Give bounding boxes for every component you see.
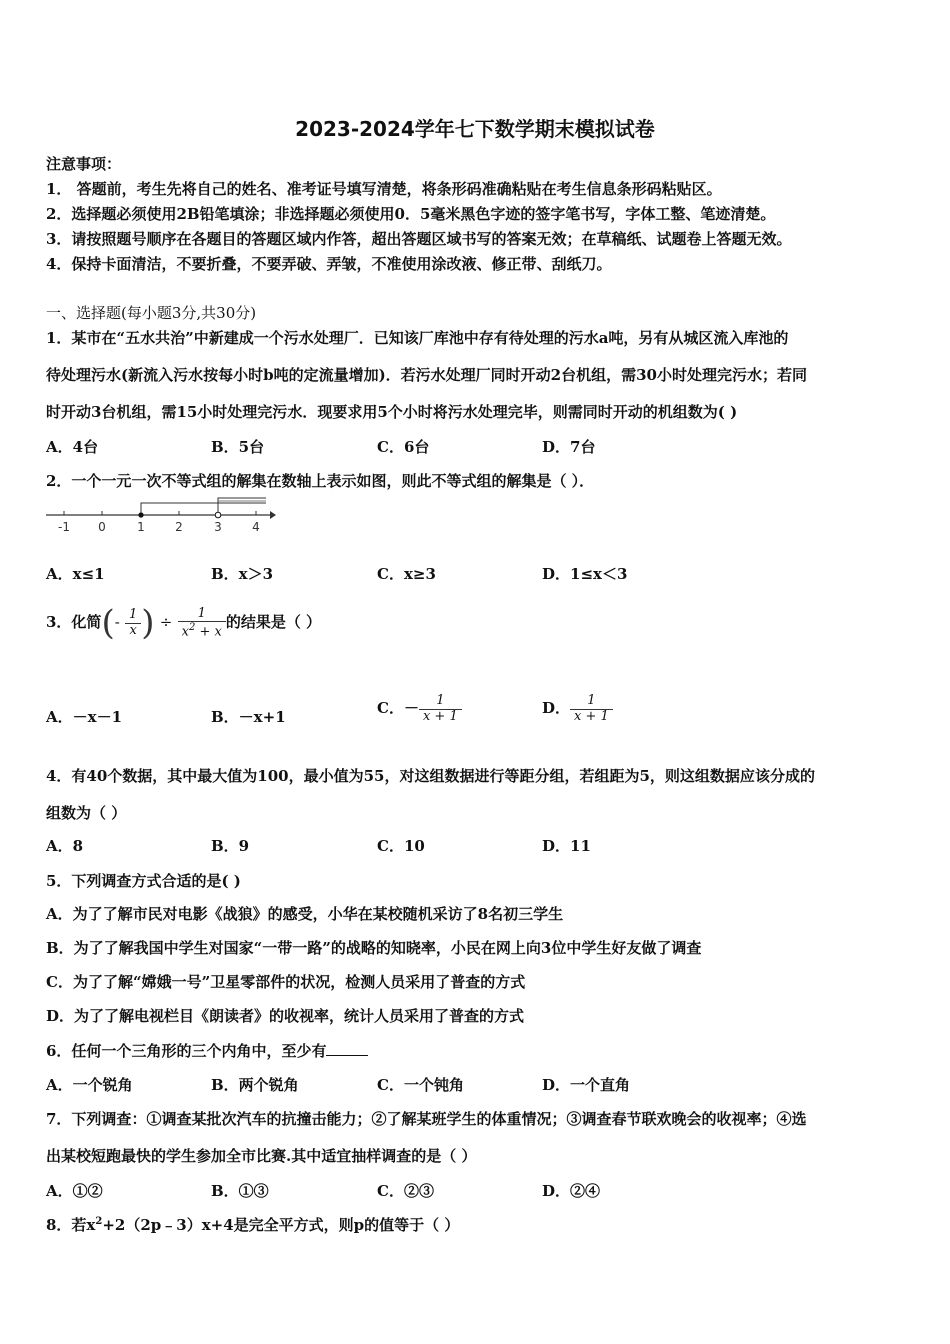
option-a[interactable]: A．为了了解市民对电影《战狼》的感受，小华在某校随机采访了8名初三学生 — [46, 905, 564, 923]
ray-from-three — [218, 498, 266, 515]
notice-item: 1． 答题前，考生先将自己的姓名、准考证号填写清楚，将条形码准确粘贴在考生信息条形码粘贴区。 — [46, 180, 722, 198]
question-text — [46, 1040, 368, 1061]
option-a[interactable]: A．8 — [46, 837, 84, 855]
option-b[interactable]: B．为了了解我国中学生对国家“一带一路”的战略的知晓率，小民在网上向3位中学生好友做了调查 — [46, 939, 702, 957]
numerator: 1 — [125, 608, 141, 623]
left-paren: ( — [101, 603, 115, 643]
option-d[interactable] — [542, 686, 613, 730]
option-c[interactable]: C．一个钝角 — [377, 1076, 464, 1094]
option-b[interactable]: B．①③ — [211, 1182, 269, 1200]
notice-heading: 注意事项： — [46, 155, 122, 173]
question-text — [46, 600, 321, 644]
question-text: 待处理污水(新流入污水按每小时b吨的定流量增加)．若污水处理厂同时开动2台机组，需30小时处理完污水；若同 — [46, 366, 807, 384]
option-c[interactable]: C．6台 — [377, 438, 430, 456]
option-c[interactable] — [377, 686, 462, 730]
minus-sign: - — [114, 613, 120, 631]
tick-label: 0 — [98, 520, 106, 534]
den-rest: + x — [195, 624, 222, 640]
numerator: 1 — [419, 694, 462, 709]
q3-suffix: 的结果是（ ） — [225, 613, 322, 631]
tick-label: -1 — [58, 520, 70, 534]
option-a[interactable]: A．一个锐角 — [46, 1076, 133, 1094]
axis-arrow — [270, 511, 276, 519]
option-c[interactable]: C．②③ — [377, 1182, 434, 1200]
question-text: 1．某市在“五水共治”中新建成一个污水处理厂．已知该厂库池中存有待处理的污水a吨，另有从城区流入库池的 — [46, 329, 789, 347]
answer-blank — [326, 1041, 368, 1056]
tick-label: 2 — [175, 520, 183, 534]
notice-item: 4．保持卡面清洁，不要折叠，不要弄破、弄皱，不准使用涂改液、修正带、刮纸刀。 — [46, 255, 612, 273]
notice-item: 3．请按照题号顺序在各题目的答题区域内作答，超出答题区域书写的答案无效；在草稿纸、试题卷上答题无效。 — [46, 230, 792, 248]
denominator: x + 1 — [574, 708, 609, 724]
option-b[interactable]: B．x＞3 — [211, 565, 274, 583]
tick-label: 1 — [137, 520, 145, 534]
fraction-divisor — [178, 607, 226, 640]
right-paren: ) — [141, 603, 155, 643]
option-a[interactable]: A．①② — [46, 1182, 103, 1200]
option-d-fraction — [570, 694, 613, 724]
fraction-one-over-x — [125, 608, 141, 638]
option-b[interactable]: B．－x+1 — [211, 708, 286, 726]
open-dot — [215, 512, 221, 518]
option-d[interactable]: D．②④ — [542, 1182, 601, 1200]
option-b[interactable]: B．5台 — [211, 438, 265, 456]
tick-label: 4 — [252, 520, 260, 534]
question-text: 5．下列调查方式合适的是( ) — [46, 872, 241, 890]
tick-label: 3 — [214, 520, 222, 534]
question-text: 7．下列调查：①调查某批次汽车的抗撞击能力；②了解某班学生的体重情况；③调查春节联欢晚会的收视率；④选 — [46, 1110, 807, 1128]
number-line-figure — [44, 495, 276, 537]
notice-item: 2．选择题必须使用2B铅笔填涂；非选择题必须使用0．5毫米黑色字迹的签字笔书写，字体工整、笔迹清楚。 — [46, 205, 776, 223]
question-text: 组数为（ ） — [46, 804, 127, 822]
den-exponent: 2 — [188, 621, 196, 633]
page-title: 2023-2024学年七下数学期末模拟试卷 — [295, 117, 655, 141]
option-d[interactable]: D．1≤x＜3 — [542, 565, 628, 583]
option-a[interactable]: A．4台 — [46, 438, 99, 456]
question-text: 4．有40个数据，其中最大值为100，最小值为55，对这组数据进行等距分组，若组距为5，则这组数据应该分成的 — [46, 767, 815, 785]
option-d[interactable]: D．一个直角 — [542, 1076, 631, 1094]
q8-pre: 8．若x — [46, 1216, 96, 1234]
ray-from-one — [141, 503, 266, 515]
q6-stem: 6．任何一个三角形的三个内角中，至少有 — [46, 1042, 327, 1060]
q8-post: +2（2p﹣3）x+4是完全平方式，则p的值等于（ ） — [102, 1216, 460, 1234]
q3-prefix: 3．化简 — [46, 613, 102, 631]
question-text: 出某校短跑最快的学生参加全市比赛.其中适宜抽样调查的是（ ） — [46, 1147, 477, 1165]
divide-sign: ÷ — [159, 613, 173, 631]
option-d-label: D． — [542, 699, 571, 717]
question-text — [46, 1214, 459, 1235]
option-a[interactable]: A．－x－1 — [46, 708, 123, 726]
denominator — [178, 622, 226, 640]
q8-exponent: 2 — [95, 1216, 103, 1227]
option-d[interactable]: D．7台 — [542, 438, 596, 456]
denominator: x + 1 — [422, 708, 458, 724]
denominator: x — [129, 622, 137, 638]
option-b[interactable]: B．两个锐角 — [211, 1076, 299, 1094]
numerator: 1 — [178, 607, 226, 622]
option-c[interactable]: C．为了了解“嫦娥一号”卫星零部件的状况，检测人员采用了普查的方式 — [46, 973, 526, 991]
den-base: x — [181, 624, 189, 640]
option-c[interactable]: C．10 — [377, 837, 425, 855]
option-b[interactable]: B．9 — [211, 837, 250, 855]
option-d[interactable]: D．为了了解电视栏目《朗读者》的收视率，统计人员采用了普查的方式 — [46, 1007, 525, 1025]
numerator: 1 — [570, 694, 613, 709]
option-c[interactable]: C．x≥3 — [377, 565, 436, 583]
option-a[interactable]: A．x≤1 — [46, 565, 105, 583]
question-text: 时开动3台机组，需15小时处理完污水．现要求用5个小时将污水处理完毕，则需同时开动的机组数为( ) — [46, 403, 738, 421]
closed-dot — [138, 512, 143, 517]
section-heading: 一、选择题(每小题3分,共30分) — [46, 304, 257, 322]
option-c-fraction — [419, 694, 462, 724]
option-d[interactable]: D．11 — [542, 837, 591, 855]
question-text: 2．一个一元一次不等式组的解集在数轴上表示如图，则此不等式组的解集是（ ）． — [46, 472, 595, 490]
option-c-label: C．－ — [377, 699, 419, 717]
